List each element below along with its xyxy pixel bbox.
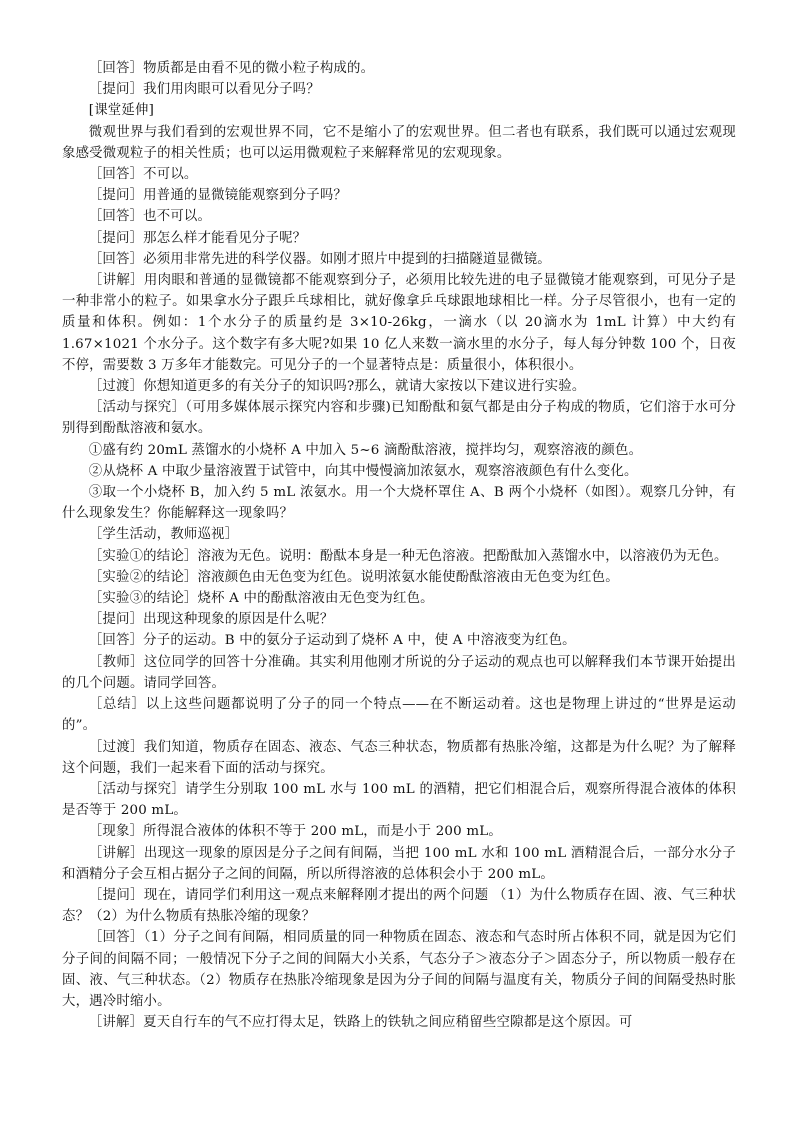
paragraph-answer-instrument: ［回答］必须用非常先进的科学仪器。如刚才照片中提到的扫描隧道显微镜。 <box>88 251 551 267</box>
paragraph-explanation-size: ［讲解］用肉眼和普通的显微镜都不能观察到分子，必须用比较先进的电子显微镜才能观察到，可见分子是一种非常小的粒子。如果拿水分子跟乒乓球相比，就好像拿乒乓球跟地球相比一样。分子尽管很小，也有一定的质量和体积。例如：1个水分子的质量约是 3×10-26kg，一滴水（以 20滴水为 1mL 计算）中大约有 1.67×1021 个水分子。这个数字有多大呢?如果 10 亿人来数一滴水里的水分子，每人每分钟数 100 个，日夜不停，需要数 3 万多年才能数完。可见分子的一个显著特点是：质量很小，体积很小。 <box>62 273 736 373</box>
paragraph-conclusion-1: ［实验①的结论］溶液为无色。说明：酚酞本身是一种无色溶液。把酚酞加入蒸馏水中，以溶液仍为无色。 <box>88 548 728 564</box>
paragraph-question-two: ［提问］现在，请同学们利用这一观点来解释刚才提出的两个问题 （1）为什么物质存在固、液、气三种状态？（2）为什么物质有热胀冷缩的现象？ <box>62 887 736 925</box>
paragraph-answer-two: ［回答］（1）分子之间有间隔，相同质量的同一种物质在固态、液态和气态时所占体积不同，就是因为它们分子间的间隔不同；一般情况下分子之间的间隔大小关系，气态分子＞液态分子＞固态分子，所以物质一般存在固、液、气三种状态。（2）物质存在热胀冷缩现象是因为分子间的间隔与温度有关，物质分子间的间隔受热时胀大，遇冷时缩小。 <box>62 930 736 1009</box>
paragraph-transition-states: ［过渡］我们知道，物质存在固态、液态、气态三种状态，物质都有热胀冷缩，这都是为什么呢？为了解释这个问题，我们一起来看下面的活动与探究。 <box>62 739 736 776</box>
paragraph-transition-experiment: ［过渡］你想知道更多的有关分子的知识吗?那么，就请大家按以下建议进行实验。 <box>88 379 586 395</box>
paragraph-explanation-bicycle: ［讲解］夏天自行车的气不应打得太足，铁路上的铁轨之间应稍留些空隙都是这个原因。可 <box>88 1015 633 1031</box>
paragraph-question-reason: ［提问］出现这种现象的原因是什么呢？ <box>88 612 334 628</box>
paragraph-phenomenon: ［现象］所得混合液体的体积不等于 200 mL，而是小于 200 mL。 <box>88 824 502 840</box>
paragraph-question-how: ［提问］那怎么样才能看见分子呢？ <box>88 230 307 246</box>
paragraph-conclusion-3: ［实验③的结论］烧杯 A 中的酚酞溶液由无色变为红色。 <box>88 591 434 607</box>
paragraph-step-2: ②从烧杯 A 中取少量溶液置于试管中，向其中慢慢滴加浓氨水，观察溶液颜色有什么变化。 <box>88 463 638 479</box>
paragraph-step-3: ③取一个小烧杯 B，加入约 5 mL 浓氨水。用一个大烧杯罩住 A、B 两个小烧杯（如图）。观察几分钟，有什么现象发生？你能解释这一现象吗？ <box>62 485 736 522</box>
paragraph-answer-also-no: ［回答］也不可以。 <box>88 209 212 225</box>
paragraph-answer-motion: ［回答］分子的运动。B 中的氨分子运动到了烧杯 A 中，使 A 中溶液变为红色。 <box>88 633 576 649</box>
section-heading-extension: [课堂延伸] <box>88 103 155 119</box>
paragraph-answer-particles: ［回答］物质都是由看不见的微小粒子构成的。 <box>88 61 375 76</box>
paragraph-step-1: ①盛有约 20mL 蒸馏水的小烧杯 A 中加入 5~6 滴酚酞溶液，搅拌均匀，观察溶液的颜色。 <box>88 442 643 458</box>
paragraph-activity-phenolphthalein: ［活动与探究］（可用多媒体展示探究内容和步骤)已知酚酞和氨气都是由分子构成的物质，它们溶于水可分别得到酚酞溶液和氨水。 <box>62 400 736 437</box>
paragraph-question-naked-eye: ［提问］我们用肉眼可以看见分子吗？ <box>88 82 320 98</box>
paragraph-activity-mixing: ［活动与探究］请学生分别取 100 mL 水与 100 mL 的酒精，把它们相混合后，观察所得混合液体的体积是否等于 200 mL。 <box>62 781 736 819</box>
paragraph-answer-no: ［回答］不可以。 <box>88 167 198 183</box>
paragraph-student-activity: ［学生活动，教师巡视］ <box>88 527 239 543</box>
document-page <box>62 58 736 1033</box>
paragraph-teacher: ［教师］这位同学的回答十分准确。其实利用他刚才所说的分子运动的观点也可以解释我们本节课开始提出的几个问题。请同学回答。 <box>62 654 736 691</box>
paragraph-question-microscope: ［提问］用普通的显微镜能观察到分子吗？ <box>88 188 348 204</box>
paragraph-explanation-gaps: ［讲解］出现这一现象的原因是分子之间有间隔，当把 100 mL 水和 100 mL 酒精混合后，一部分水分子和酒精分子会互相占据分子之间的间隔，所以所得溶液的总体积会小于 200 mL。 <box>62 845 736 882</box>
paragraph-conclusion-2: ［实验②的结论］溶液颜色由无色变为红色。说明浓氨水能使酚酞溶液由无色变为红色。 <box>88 569 619 585</box>
paragraph-summary: ［总结］以上这些问题都说明了分子的同一个特点——在不断运动着。这也是物理上讲过的“世界是运动的”。 <box>62 697 736 734</box>
paragraph-micro-macro: 微观世界与我们看到的宏观世界不同，它不是缩小了的宏观世界。但二者也有联系，我们既可以通过宏观现象感受微观粒子的相关性质；也可以运用微观粒子来解释常见的宏观现象。 <box>62 124 736 161</box>
